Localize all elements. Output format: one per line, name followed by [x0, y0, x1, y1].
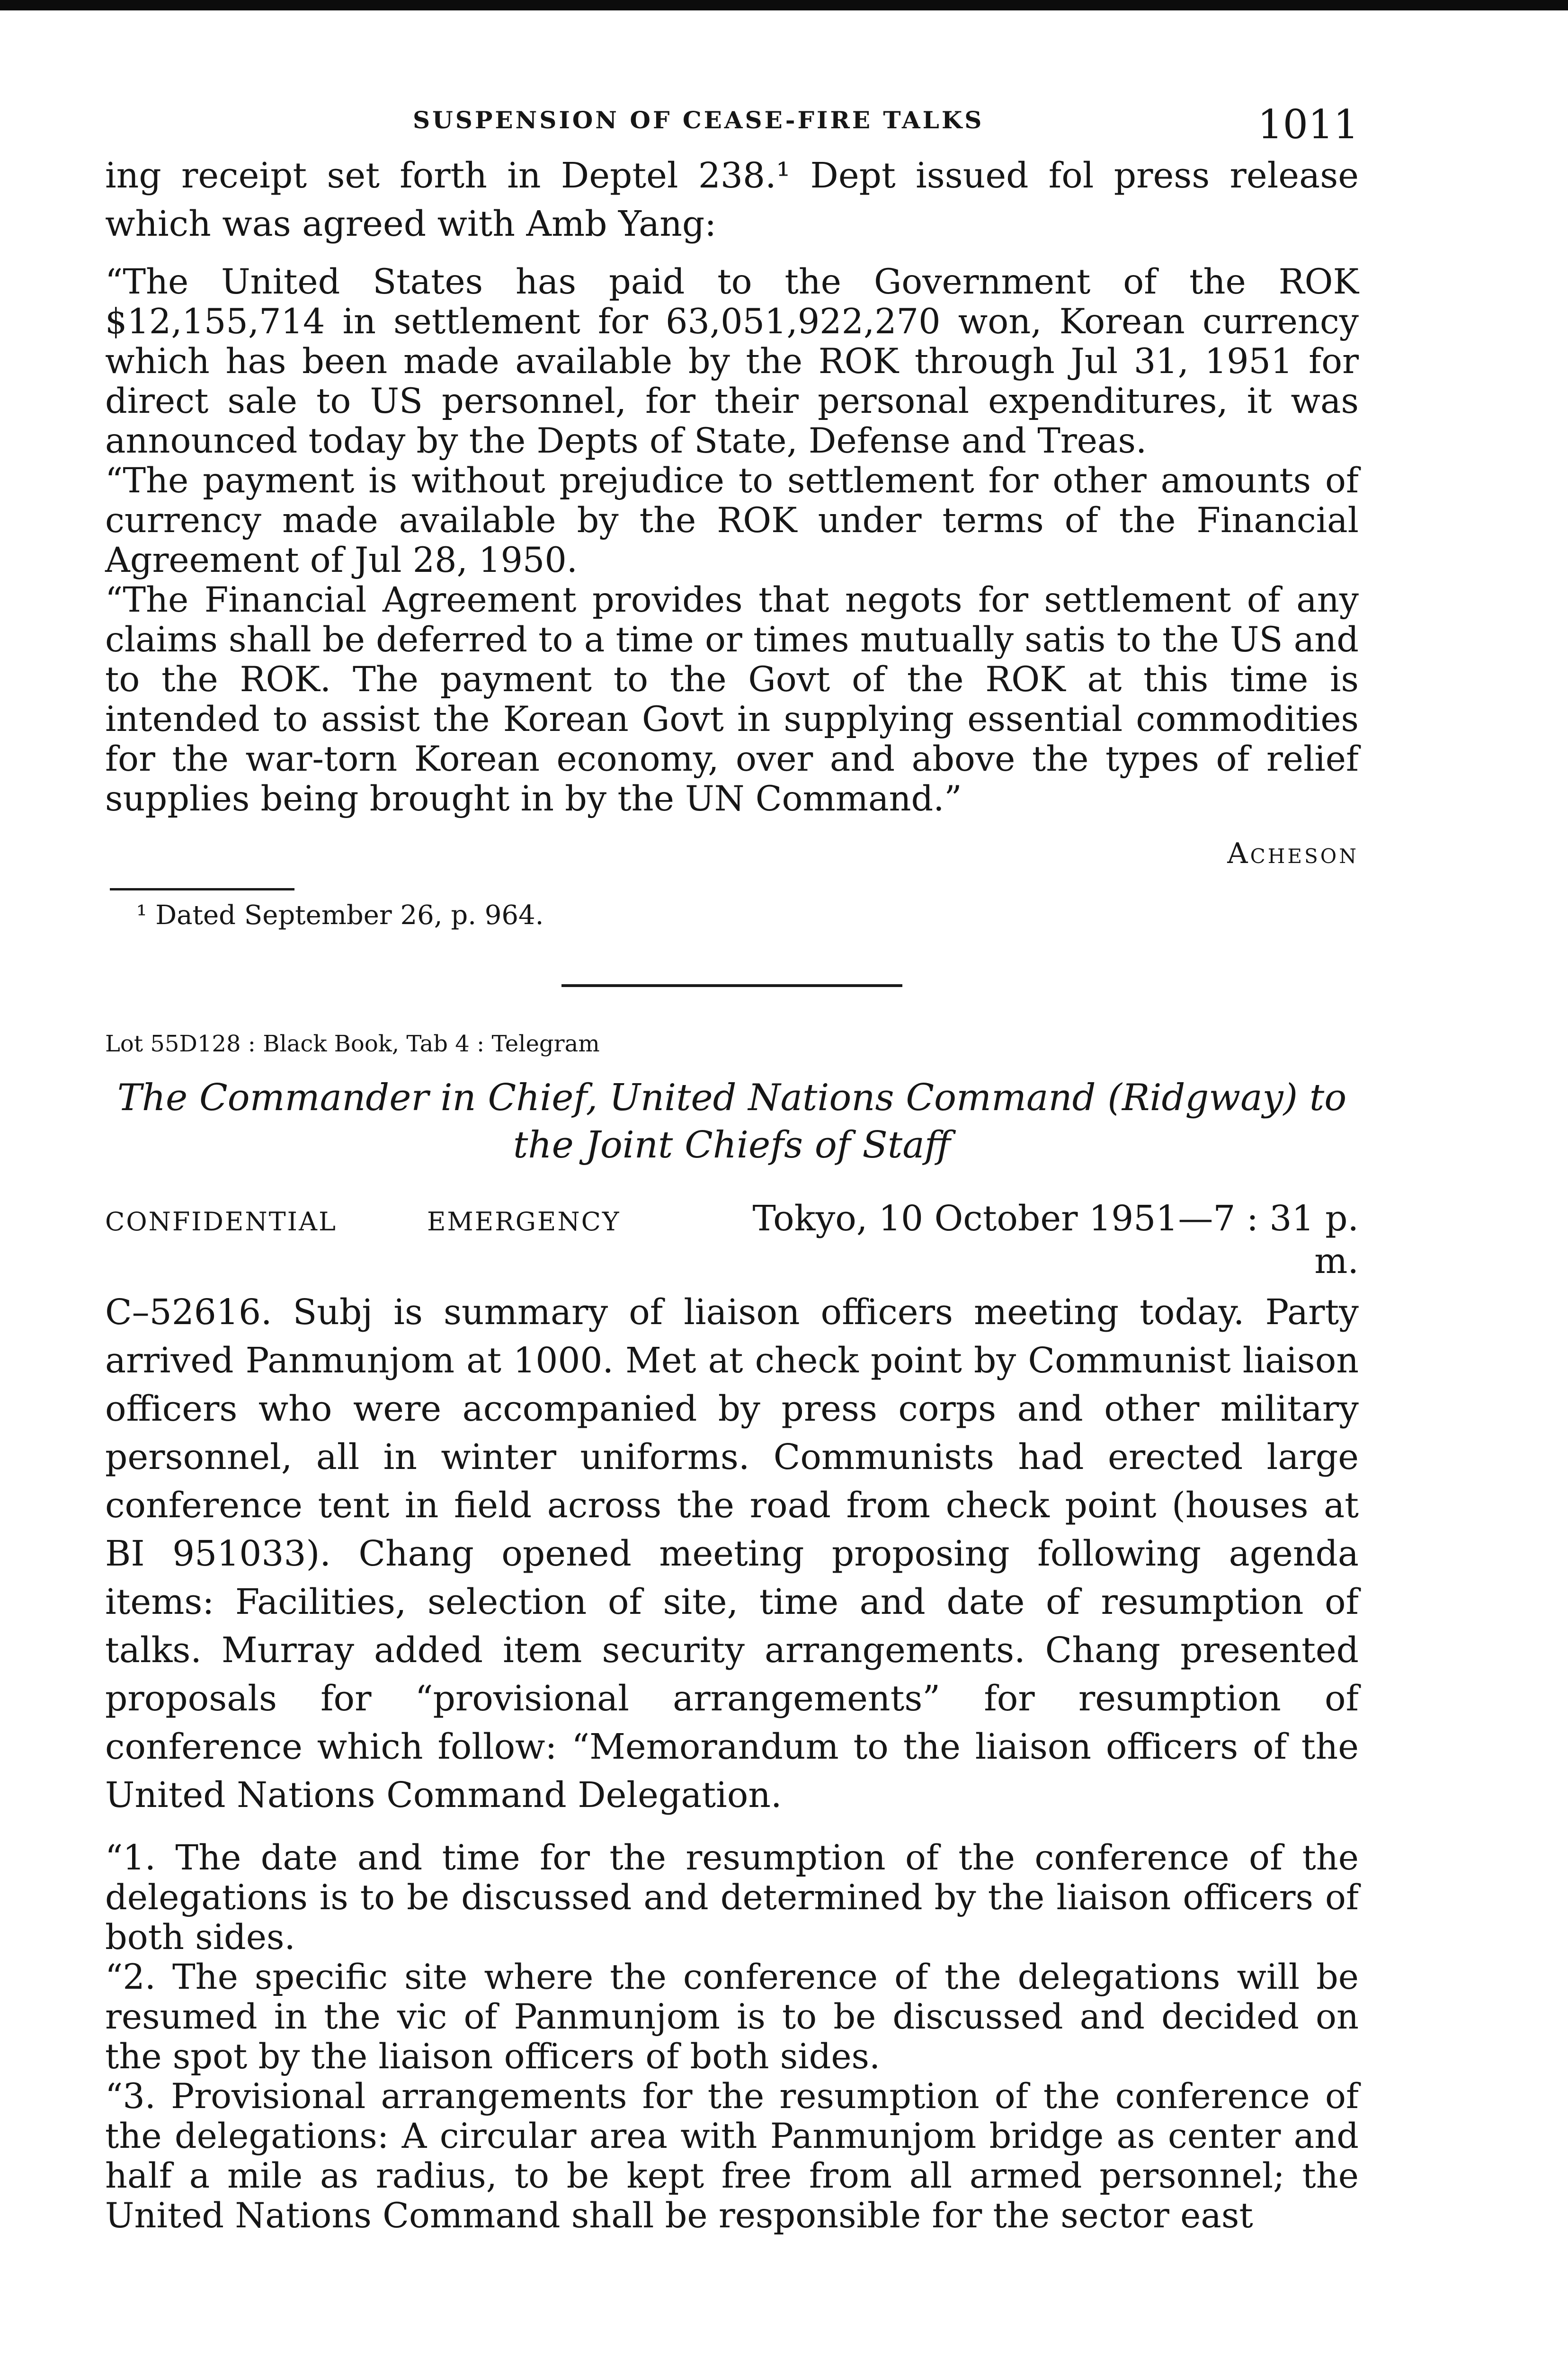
- memorandum-item: “1. The date and time for the resumption of the conference of the delegations is to be discussed and determined by the liaison officers of both sides.: [105, 1838, 1359, 1958]
- dateline: [105, 1197, 1359, 1282]
- memorandum-items: [105, 1838, 1359, 2236]
- document-page: [105, 71, 1359, 2236]
- running-head: [105, 71, 1359, 151]
- scan-edge: [0, 0, 1568, 10]
- date-place: Tokyo, 10 October 1951—7 : 31 p. m.: [752, 1198, 1359, 1281]
- section-separator: [561, 984, 902, 987]
- page-number: 1011: [1257, 101, 1359, 148]
- memorandum-item: “2. The specific site where the conference of the delegations will be resumed in the vic of Panmunjom is to be discussed and decided on the spot by the liaison officers of both sides.: [105, 1957, 1359, 2077]
- press-release-paragraph: “The Financial Agreement provides that negots for settlement of any claims shall be deferred to a time or times mutually satis to the US and to the ROK. The payment to the Govt of the ROK at this time is intended to assist the Korean Govt in supplying essential commodities for the war-torn Korean economy, over and above the types of relief supplies being brought in by the UN Command.”: [105, 580, 1359, 819]
- precedence: EMERGENCY: [427, 1207, 621, 1237]
- press-release: [105, 262, 1359, 819]
- footnote: ¹ Dated September 26, p. 964.: [136, 900, 544, 931]
- document-source: Lot 55D128 : Black Book, Tab 4 : Telegram: [105, 1031, 600, 1057]
- press-release-paragraph: “The United States has paid to the Government of the ROK $12,155,714 in settlement for 63,051,922,270 won, Korean currency which has been made available by the ROK through Jul 31, 1951 for direct sale to US personnel, for their personal expenditures, it was announced today by the Depts of State, Defense and Treas.: [105, 262, 1359, 461]
- telegram-body: C–52616. Subj is summary of liaison officers meeting today. Party arrived Panmunjom at 1000. Met at check point by Communist liaison officers who were accompanied by press corps and other military personnel, all in winter uniforms. Communists had erected large conference tent in field across the road from check point (houses at BI 951033). Chang opened meeting proposing following agenda items: Facilities, selection of site, time and date of resumption of talks. Murray added item security arrangements. Chang presented proposals for “provisional arrangements” for resumption of conference which follow: “Memorandum to the liaison officers of the United Nations Command Delegation.: [105, 1292, 1359, 1815]
- classification: CONFIDENTIAL: [105, 1207, 337, 1237]
- signature: Acheson: [1227, 837, 1359, 870]
- continuation-paragraph: ing receipt set forth in Deptel 238.¹ Dept issued fol press release which was agreed with Amb Yang:: [105, 155, 1359, 244]
- footnote-rule: [110, 888, 294, 890]
- running-head-title: SUSPENSION OF CEASE-FIRE TALKS: [413, 106, 984, 134]
- press-release-paragraph: “The payment is without prejudice to settlement for other amounts of currency made available by the ROK under terms of the Financial Agreement of Jul 28, 1950.: [105, 461, 1359, 580]
- memorandum-item: “3. Provisional arrangements for the resumption of the conference of the delegations: A circular area with Panmunjom bridge as center and half a mile as radius, to be kept free from all armed personnel; the United Nations Command shall be responsible for the sector east: [105, 2076, 1359, 2236]
- document-title: The Commander in Chief, United Nations Command (Ridgway) to the Joint Chiefs of Staff: [117, 1077, 1347, 1166]
